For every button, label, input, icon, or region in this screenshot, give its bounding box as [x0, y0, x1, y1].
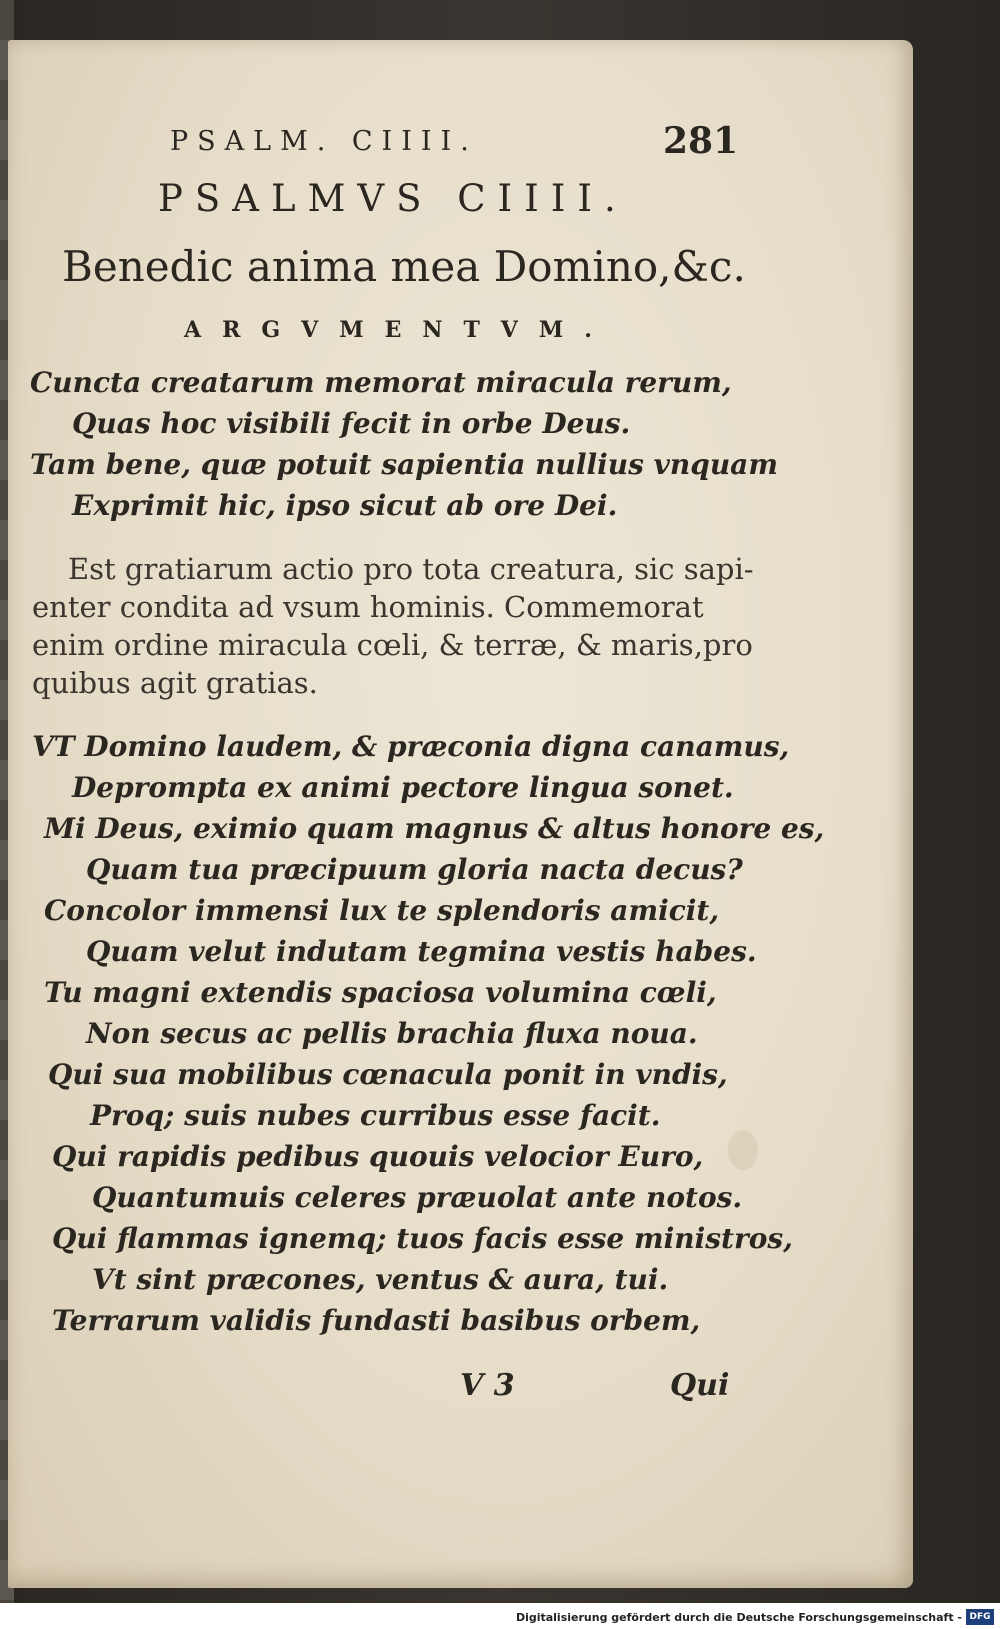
- psalm-verse: Deprompta ex animi pectore lingua sonet.: [72, 771, 734, 804]
- psalm-verse: Non secus ac pellis brachia fluxa noua.: [86, 1017, 698, 1050]
- psalm-verse: Vt sint præcones, ventus & aura, tui.: [92, 1263, 669, 1296]
- prose-line: enim ordine miracula cœli, & terræ, & maris,pro: [32, 628, 753, 662]
- argument-verse: Exprimit hic, ipso sicut ab ore Dei.: [72, 489, 618, 522]
- argument-verse: Tam bene, quæ potuit sapientia nullius vnquam: [30, 448, 778, 481]
- argument-heading: ARGVMENTVM.: [184, 317, 613, 343]
- psalm-title: PSALMVS CIIII.: [158, 177, 628, 220]
- psalm-verse: Mi Deus, eximio quam magnus & altus honore es,: [44, 812, 825, 845]
- page-number: 281: [663, 120, 739, 162]
- prose-line: quibus agit gratias.: [32, 666, 318, 700]
- psalm-verse: Concolor immensi lux te splendoris amicit,: [44, 894, 720, 927]
- running-head: PSALM. CIIII.: [170, 126, 478, 157]
- incipit: Benedic anima mea Domino,&c.: [62, 242, 746, 291]
- argument-verse: Quas hoc visibili fecit in orbe Deus.: [72, 407, 631, 440]
- footer-bar: [0, 1603, 1000, 1629]
- psalm-verse: Quam velut indutam tegmina vestis habes.: [86, 935, 757, 968]
- dfg-logo-icon: DFG: [966, 1609, 994, 1625]
- psalm-verse: Proq; suis nubes curribus esse facit.: [90, 1099, 661, 1132]
- footer-credit: Digitalisierung gefördert durch die Deutsche Forschungsgemeinschaft -: [515, 1611, 962, 1624]
- argument-verse: Cuncta creatarum memorat miracula rerum,: [30, 366, 732, 399]
- psalm-verse: Qui sua mobilibus cœnacula ponit in vndis,: [48, 1058, 728, 1091]
- psalm-verse: Terrarum validis fundasti basibus orbem,: [52, 1304, 701, 1337]
- signature-mark: V 3: [460, 1368, 515, 1403]
- page-stain: [728, 1130, 758, 1170]
- psalm-verse: Tu magni extendis spaciosa volumina cœli,: [44, 976, 717, 1009]
- psalm-verse: Quam tua præcipuum gloria nacta decus?: [86, 853, 743, 886]
- psalm-verse: VT Domino laudem, & præconia digna canamus,: [32, 730, 790, 763]
- catchword: Qui: [670, 1368, 730, 1403]
- psalm-verse: Qui flammas ignemq; tuos facis esse ministros,: [52, 1222, 793, 1255]
- psalm-verse: Quantumuis celeres præuolat ante notos.: [92, 1181, 743, 1214]
- book-page: [8, 40, 913, 1588]
- prose-line: Est gratiarum actio pro tota creatura, sic sapi-: [68, 552, 754, 586]
- prose-line: enter condita ad vsum hominis. Commemorat: [32, 590, 704, 624]
- psalm-verse: Qui rapidis pedibus quouis velocior Euro,: [52, 1140, 704, 1173]
